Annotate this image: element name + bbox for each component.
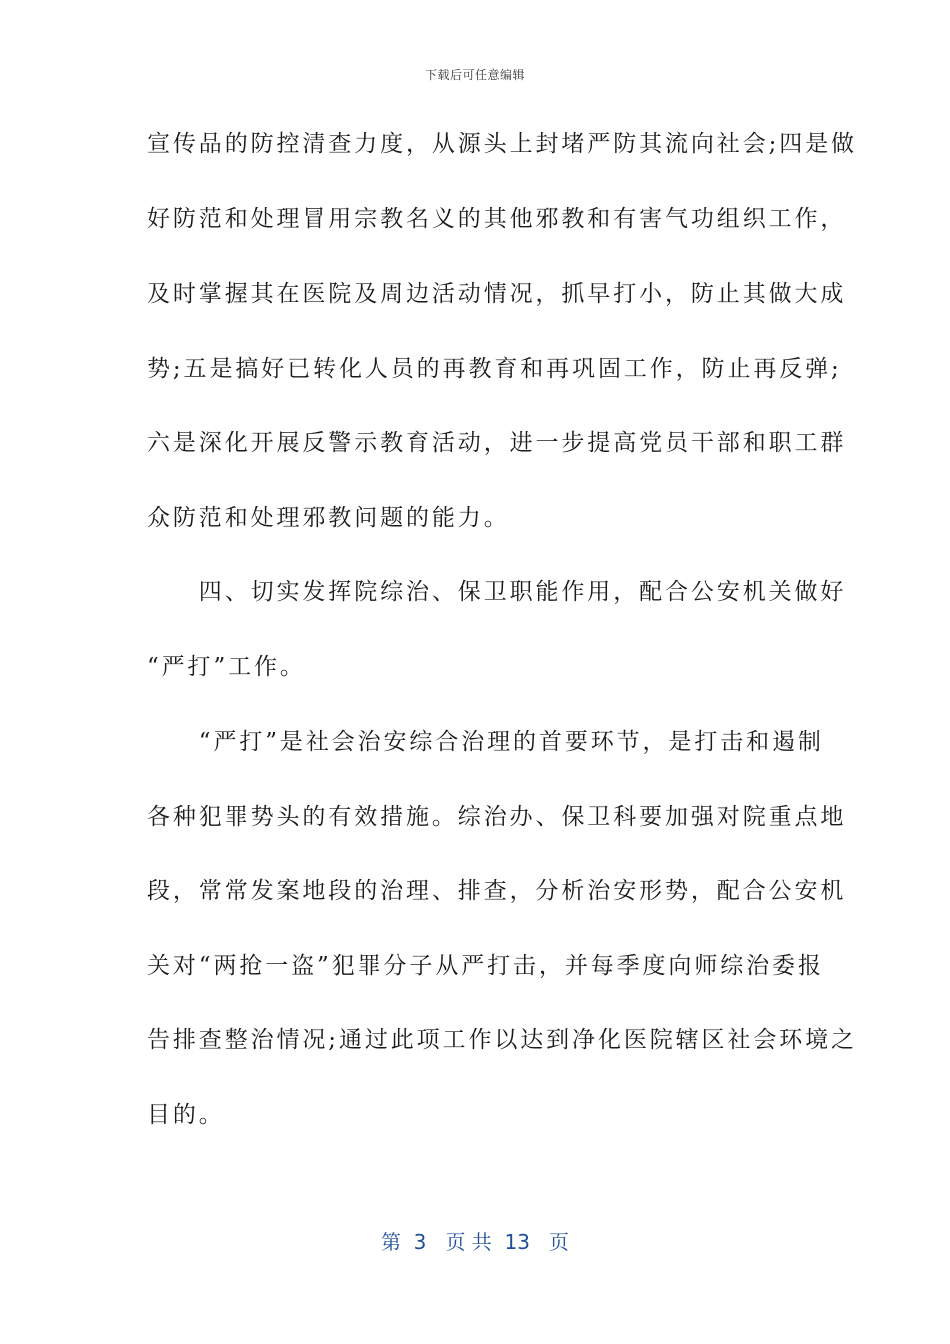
text-line: 六是深化开展反警示教育活动，进一步提高党员干部和职工群 [147,430,847,456]
text-line: 告排查整治情况;通过此项工作以达到净化医院辖区社会环境之 [147,1027,857,1053]
section-heading-line: “严打”工作。 [147,654,306,680]
text-line: 众防范和处理邪教问题的能力。 [147,505,510,531]
text-line: 段，常常发案地段的治理、排查，分析治安形势，配合公安机 [147,878,847,904]
text-line: 宣传品的防控清查力度，从源头上封堵严防其流向社会;四是做 [147,131,857,157]
section-heading-line: 四、切实发挥院综治、保卫职能作用，配合公安机关做好 [147,579,847,605]
text-line: “严打”是社会治安综合治理的首要环节，是打击和遏制 [147,729,824,755]
text-line: 目的。 [147,1102,225,1128]
text-line: 关对“两抢一盗”犯罪分子从严打击，并每季度向师综治委报 [147,953,824,979]
text-line: 势;五是搞好已转化人员的再教育和再巩固工作，防止再反弹; [147,356,842,382]
text-line: 及时掌握其在医院及周边活动情况，抓早打小，防止其做大成 [147,281,847,307]
header-note: 下载后可任意编辑 [424,68,525,82]
text-line: 各种犯罪势头的有效措施。综治办、保卫科要加强对院重点地 [147,804,847,830]
text-line: 好防范和处理冒用宗教名义的其他邪教和有害气功组织工作， [147,206,847,232]
page-number: 第 3 页 共 13 页 [380,1230,570,1254]
